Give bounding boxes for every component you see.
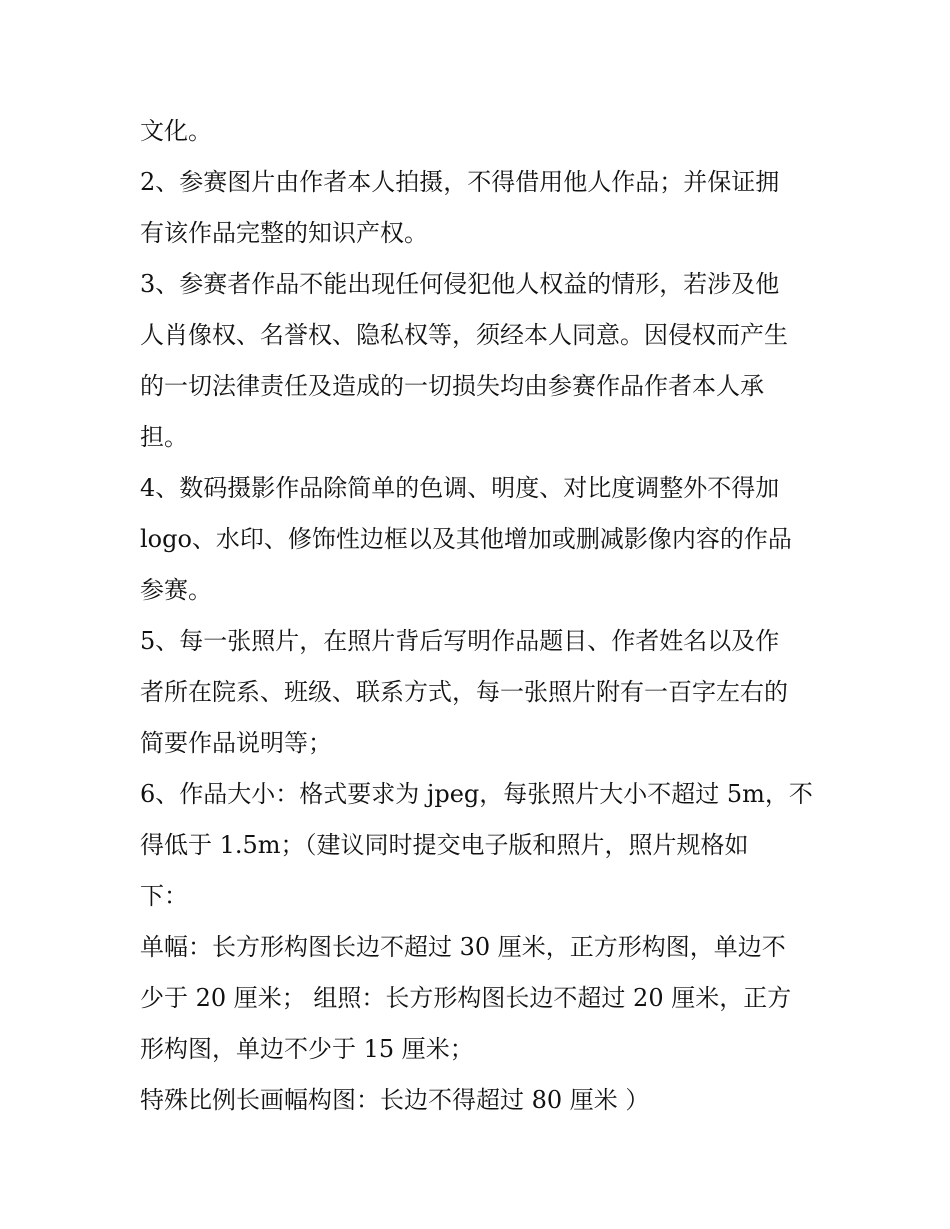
text-line: 简要作品说明等； [140, 729, 332, 757]
text-line: 有该作品完整的知识产权。 [140, 219, 428, 247]
text-line: 单幅：长方形构图长边不超过 30 厘米，正方形构图，单边不 [140, 933, 786, 961]
text-line: 3、参赛者作品不能出现任何侵犯他人权益的情形，若涉及他 [140, 270, 780, 298]
text-line: 2、参赛图片由作者本人拍摄，不得借用他人作品；并保证拥 [140, 168, 780, 196]
text-line: 6、作品大小：格式要求为 jpeg，每张照片大小不超过 5m，不 [140, 780, 813, 808]
text-line: 者所在院系、班级、联系方式，每一张照片附有一百字左右的 [140, 678, 788, 706]
text-line: logo、水印、修饰性边框以及其他增加或删减影像内容的作品 [140, 525, 792, 553]
text-line: 5、每一张照片，在照片背后写明作品题目、作者姓名以及作 [140, 627, 780, 655]
text-line: 人肖像权、名誉权、隐私权等，须经本人同意。因侵权而产生 [140, 321, 788, 349]
text-line: 的一切法律责任及造成的一切损失均由参赛作品作者本人承 [140, 372, 764, 400]
text-line: 得低于 1.5m；（建议同时提交电子版和照片，照片规格如 [140, 831, 749, 859]
text-line: 参赛。 [140, 576, 212, 604]
text-line: 特殊比例长画幅构图：长边不得超过 80 厘米 ） [140, 1086, 650, 1114]
text-line: 下： [140, 882, 188, 910]
text-line: 文化。 [140, 117, 212, 145]
text-line: 4、数码摄影作品除简单的色调、明度、对比度调整外不得加 [140, 474, 780, 502]
text-line: 形构图，单边不少于 15 厘米； [140, 1035, 474, 1063]
document-body [140, 106, 830, 1126]
text-line: 少于 20 厘米； 组照：长方形构图长边不超过 20 厘米，正方 [140, 984, 792, 1012]
text-line: 担。 [140, 423, 188, 451]
